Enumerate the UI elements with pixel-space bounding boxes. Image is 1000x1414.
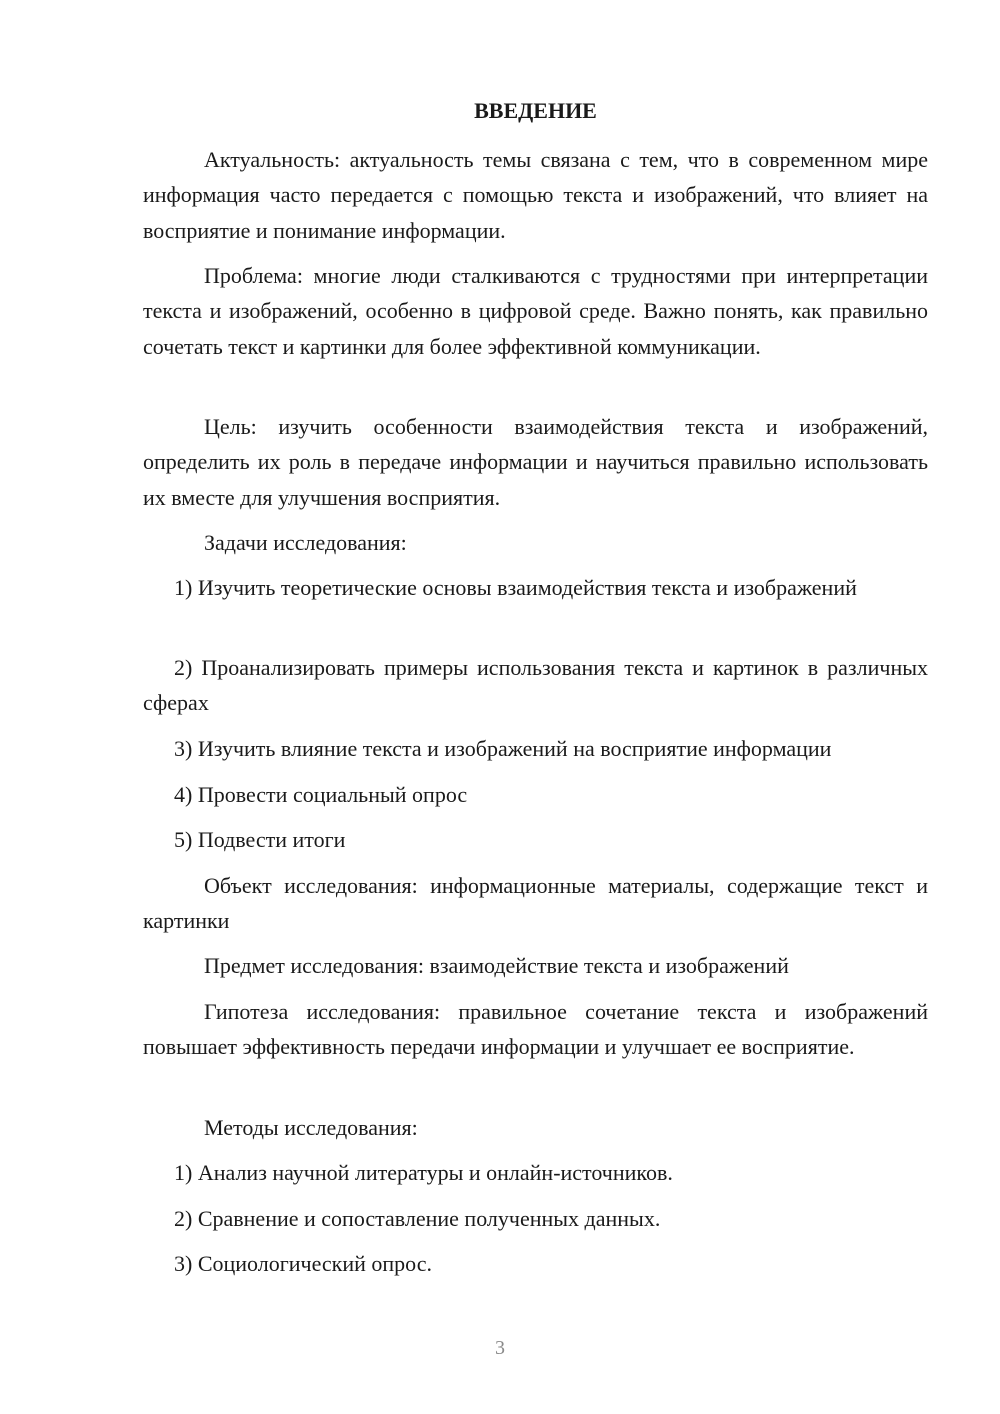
- method-item: 3) Социологический опрос.: [174, 1251, 432, 1276]
- object-paragraph: Объект исследования: информационные материалы, содержащие текст и картинки: [143, 873, 928, 934]
- hypothesis-paragraph: Гипотеза исследования: правильное сочетание текста и изображений повышает эффективность передачи информации и улучшает ее восприятие.: [143, 999, 928, 1060]
- task-item: 4) Провести социальный опрос: [174, 782, 468, 807]
- page-number: 3: [495, 1337, 505, 1359]
- problem-paragraph: Проблема: многие люди сталкиваются с трудностями при интерпретации текста и изображений, особенно в цифровой среде. Важно понять, как правильно сочетать текст и картинки для более эффективной коммуникации.: [143, 263, 928, 359]
- methods-heading: Методы исследования:: [204, 1115, 418, 1140]
- method-item: 2) Сравнение и сопоставление полученных данных.: [174, 1206, 661, 1231]
- task-item: 2) Проанализировать примеры использования текста и картинок в различных сферах: [143, 655, 928, 716]
- relevance-paragraph: Актуальность: актуальность темы связана с тем, что в современном мире информация часто передается с помощью текста и изображений, что влияет на восприятие и понимание информации.: [143, 147, 928, 243]
- task-item: 1) Изучить теоретические основы взаимодействия текста и изображений: [174, 575, 857, 600]
- goal-paragraph: Цель: изучить особенности взаимодействия текста и изображений, определить их роль в передаче информации и научиться правильно использовать их вместе для улучшения восприятия.: [143, 414, 928, 510]
- section-title: ВВЕДЕНИЕ: [474, 98, 597, 123]
- task-item: 5) Подвести итоги: [174, 827, 346, 852]
- subject-paragraph: Предмет исследования: взаимодействие текста и изображений: [204, 953, 789, 978]
- tasks-heading: Задачи исследования:: [204, 530, 407, 555]
- task-item: 3) Изучить влияние текста и изображений на восприятие информации: [174, 736, 832, 761]
- method-item: 1) Анализ научной литературы и онлайн-источников.: [174, 1160, 673, 1185]
